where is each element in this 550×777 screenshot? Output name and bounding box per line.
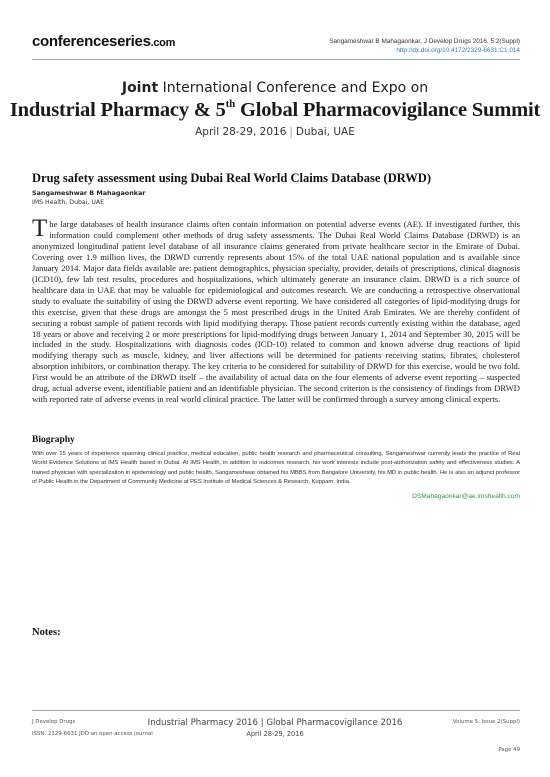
date-separator: | bbox=[289, 126, 293, 138]
conference-title-part2: Global Pharmacovigilance Summit bbox=[235, 99, 541, 121]
notes-label: Notes: bbox=[32, 627, 61, 638]
footer-conference-title: Industrial Pharmacy 2016 | Global Pharmacovigilance 2016 bbox=[147, 718, 403, 728]
doi-link[interactable]: http://dx.doi.org/10.4172/2329-6631.C1.014 bbox=[396, 47, 520, 54]
drop-cap: T bbox=[32, 215, 48, 242]
logo-main: conferenceseries bbox=[32, 33, 151, 50]
abstract-text: he large databases of health insurance claims often contain information on potential adverse events (AE). If investigated further, this information could complement other methods of drug safety assessments. The Dubai Real World Claims Database (DRWD) is an anonymized longitudinal patient level database of all insurance claims generated from private healthcare sector in the Emirate of Dubai. Covering over 1.9 million lives, the DRWD currently represents about 15% of the total UAE national population and is available since January 2014. Major data fields available are: patient demographics, physician specialty, provider, details of prescriptions, clinical diagnosis (ICD10), few lab test results, procedures and hospitalizations, which ultimately generate an insurance claim. DRWD is a rich source of healthcare data in UAE that may be valuable for epidemiological and outcomes research. We are conducting a retrospective observational study to evaluate the suitability of using the DRWD adverse event reporting. We have considered all categories of lipid-modifying drugs for this exercise, given that these drugs are amongst the 5 most prescribed drugs in the United Arab Emirates. We are thereby confident of securing a robust sample of patient records with lipid modifying therapy. Those patient records currently existing within the database, aged 18 years or above and receiving 2 or more prescriptions for lipid-modifying drugs between January 1, 2014 and September 30, 2015 will be included in the study. Hospitalizations with diagnosis codes (ICD-10) related to common and known adverse drug reactions of lipid modifying therapy such as muscle, kidney, and liver affections will be determined for patients receiving statins, fibrates, cholesterol absorption inhibitors, or combination therapy. The key criteria to be considered for suitability of DRWD for this exercise, would be two fold. First would be an attribute of the DRWD itself – the availability of actual data on the four elements of adverse event reporting – suspected drug, actual adverse event, identifiable patient and an identifiable physician. The second criterion is the consistency of findings from DRWD with reported rate of adverse events in real world clinical practice. The latter will be confirmed through a survey among clinical experts. bbox=[32, 219, 520, 405]
conference-title-part1: Industrial Pharmacy & 5 bbox=[9, 99, 226, 121]
author-affiliation: IMS Health, Dubai, UAE bbox=[32, 199, 105, 206]
conference-title-sup: th bbox=[225, 98, 236, 110]
header-divider bbox=[32, 59, 520, 60]
conference-joint: Joint bbox=[121, 80, 159, 96]
author-email[interactable]: DSMahagaonkar@ae.imshealth.com bbox=[412, 493, 520, 500]
conference-location: Dubai, UAE bbox=[295, 126, 355, 138]
biography-text: With over 15 years of experience spanning clinical practice, medical education, public health research and pharmaceutical consulting, Sangameshwar currently leads the practice of Real World Evidence Solutions at IMS Health based in Dubai. At IMS Health, in addition to outcomes research, his work interests include post-authorization safety and effectiveness studies. A trained physician with specialization in epidemiology and public health, Sangameshwar obtained his MBBS from Bangalore University, his MD in public health. He is also an adjunct professor of Public Health in the Department of Community Medicine at PES Institute of Medical Sciences & Research, Kuppam, India. bbox=[32, 451, 520, 486]
footer-volume: Volume 5, Issue 2(Suppl) bbox=[452, 719, 520, 725]
page-number: Page 49 bbox=[498, 747, 520, 753]
citation-block bbox=[329, 37, 520, 55]
footer-divider bbox=[32, 710, 520, 711]
footer-issn: ISSN: 2329-6631 JDD an open access journal bbox=[32, 731, 153, 737]
abstract-body bbox=[32, 215, 520, 405]
footer-journal: J Develop Drugs bbox=[32, 719, 76, 725]
conference-title bbox=[0, 98, 550, 122]
author-name: Sangameshwar B Mahagaonkar bbox=[32, 189, 146, 197]
biography-heading: Biography bbox=[32, 435, 75, 445]
logo-suffix: .com bbox=[150, 37, 176, 49]
citation-text: Sangameshwar B Mahagaonkar, J Develop Drugs 2016, 5:2(Suppl) bbox=[329, 38, 520, 45]
footer-conference-date: April 28-29, 2016 bbox=[246, 730, 304, 738]
conference-date: April 28-29, 2016 bbox=[195, 126, 287, 138]
abstract-title: Drug safety assessment using Dubai Real World Claims Database (DRWD) bbox=[32, 171, 431, 185]
conference-subtitle-text: International Conference and Expo on bbox=[158, 80, 429, 96]
conferenceseries-logo bbox=[32, 33, 175, 50]
conference-subtitle bbox=[0, 80, 550, 96]
conference-date-location bbox=[0, 126, 550, 138]
